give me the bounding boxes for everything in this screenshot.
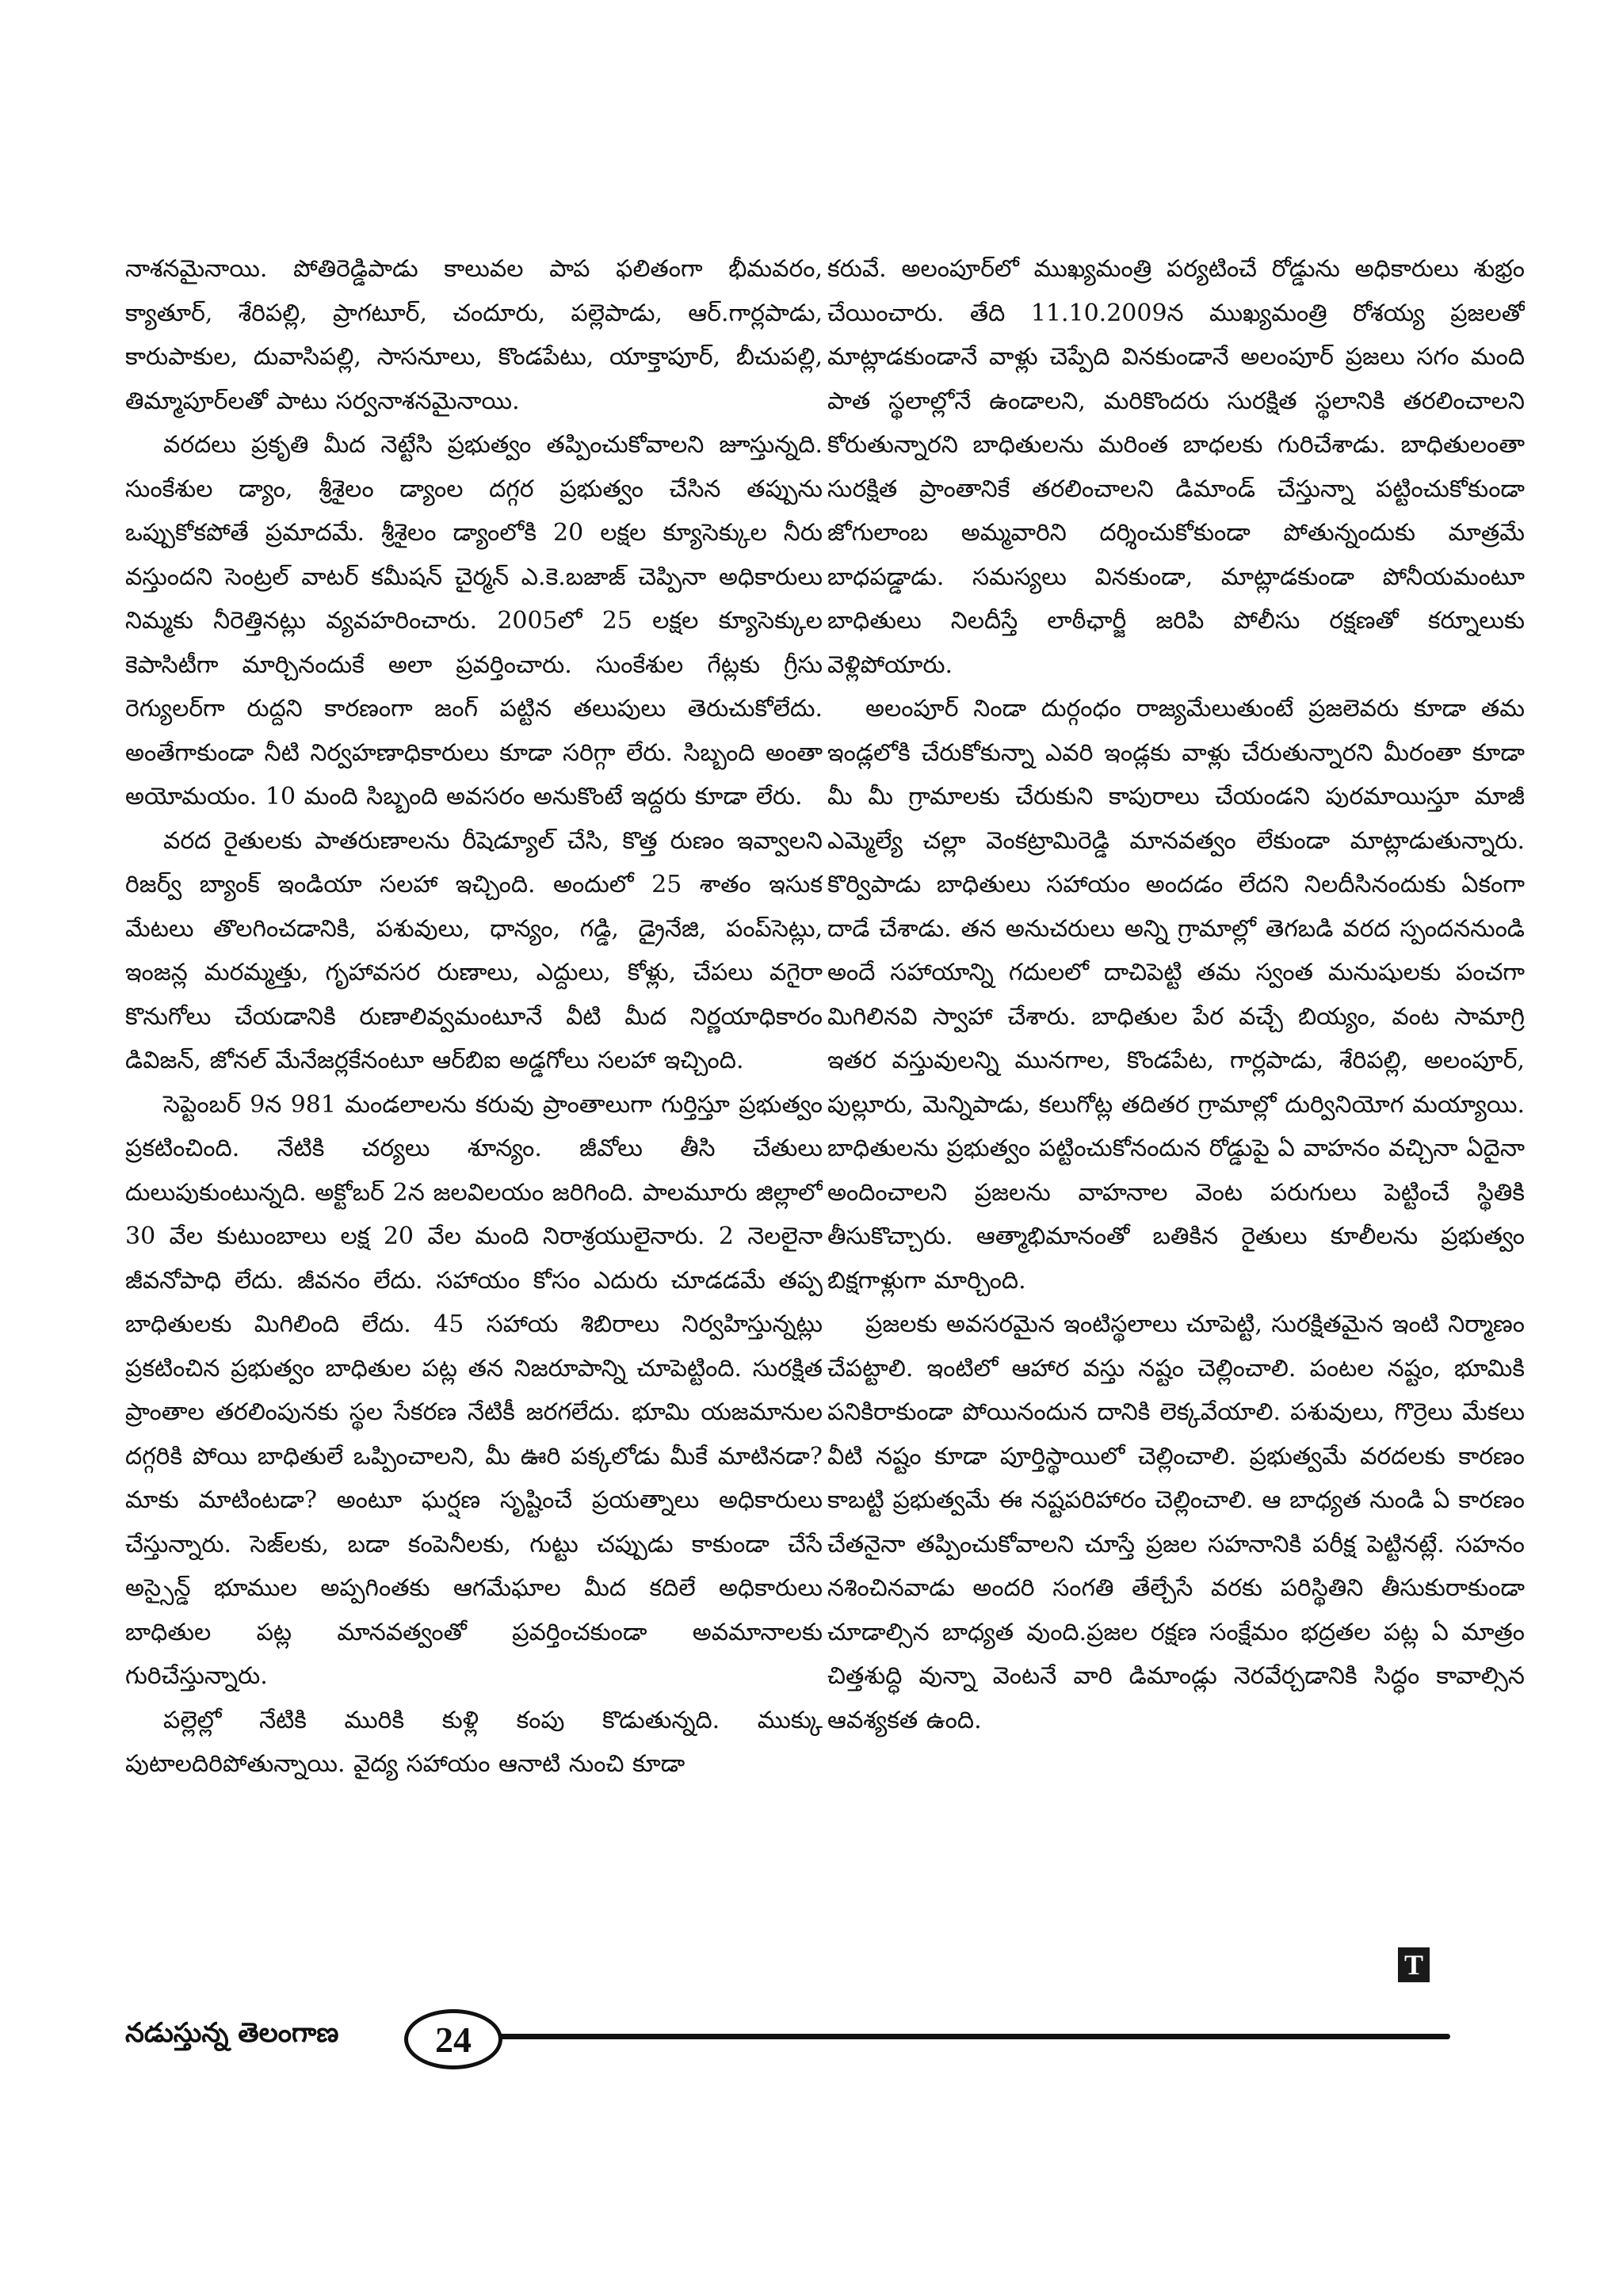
article-paragraph: అలంపూర్ నిండా దుర్గంధం రాజ్యమేలుతుంటే ప్రజలెవరు కూడా తమ ఇండ్లలోకి చేరుకోకున్నా ఎవరి ఇండ్లకు వాళ్లు చేరుతున్నారని మీరంతా కూడా మీ మీ గ్రామాలకు చేరుకుని కాపురాలు చేయండని పురమాయిస్తూ మాజీ ఎమ్మెల్యే చల్లా వెంకట్రామిరెడ్డి మానవత్వం లేకుండా మాట్లాడుతున్నారు. కొర్విపాడు బాధితులు సహాయం అందడం లేదని నిలదీసినందుకు ఏకంగా దాడే చేశాడు. తన అనుచరులు అన్ని గ్రామాల్లో తెగబడి వరద స్పందననుండి అందే సహాయాన్ని గదులలో దాచిపెట్టి తమ స్వంత మనుషులకు పంచగా మిగిలినవి స్వాహా చేశారు. బాధితుల పేర వచ్చే బియ్యం, వంట సామాగ్రి ఇతర వస్తువులన్ని మునగాల, కొండపేట, గార్లపాడు, శేరిపల్లి, అలంపూర్, పుల్లూరు, మెన్నిపాడు, కలుగోట్ల తదితర గ్రామాల్లో దుర్వినియోగ మయ్యాయి. బాధితులను ప్రభుత్వం పట్టించుకోనందున రోడ్డుపై ఏ వాహనం వచ్చినా ఏదైనా అందించాలని ప్రజలను వాహనాల వెంట పరుగులు పెట్టించే స్థితికి తీసుకొచ్చారు. ఆత్మాభిమానంతో బతికిన రైతులు కూలీలను ప్రభుత్వం బిక్షగాళ్లుగా మార్చింది. bbox=[827, 695, 1525, 1295]
article-column-left bbox=[125, 247, 823, 1943]
magazine-title: నడుస్తున్న తెలంగాణ bbox=[125, 2017, 339, 2049]
article-paragraph: కరువే. అలంపూర్‌లో ముఖ్యమంత్రి పర్యటించే రోడ్డును అధికారులు శుభ్రం చేయించారు. తేది 11.10.2009న ముఖ్యమంత్రి రోశయ్య ప్రజలతో మాట్లాడకుండానే వాళ్లు చెప్పేది వినకుండానే అలంపూర్ ప్రజలు సగం మంది పాత స్థలాల్లోనే ఉండాలని, మరికొందరు సురక్షిత స్థలానికి తరలించాలని కోరుతున్నారని బాధితులను మరింత బాధలకు గురిచేశాడు. బాధితులంతా సురక్షిత ప్రాంతానికే తరలించాలని డిమాండ్ చేస్తున్నా పట్టించుకోకుండా జోగులాంబ అమ్మవారిని దర్శించుకోకుండా పోతున్నందుకు మాత్రమే బాధపడ్డాడు. సమస్యలు వినకుండా, మాట్లాడకుండా పోనీయమంటూ బాధితులు నిలదీస్తే లాఠీఛార్జీ జరిపి పోలీసు రక్షణతో కర్నూలుకు వెళ్లిపోయారు. bbox=[827, 255, 1525, 679]
article-paragraph: వరద రైతులకు పాతరుణాలను రీషెడ్యూల్ చేసి, కొత్త రుణం ఇవ్వాలని రిజర్వ్ బ్యాంక్ ఇండియా సలహా ఇచ్చింది. అందులో 25 శాతం ఇసుక మేటలు తొలగించడానికి, పశువులు, ధాన్యం, గడ్డి, డ్రైనేజి, పంప్‌సెట్లు, ఇంజన్ల మరమ్మత్తు, గృహావసర రుణాలు, ఎద్దులు, కోళ్లు, చేపలు వగైరా కొనుగోలు చేయడానికి రుణాలివ్వమంటూనే వీటి మీద నిర్ణయాధికారం డివిజన్, జోనల్ మేనేజర్లకేనంటూ ఆర్‌బిఐ అడ్డగోలు సలహా ఇచ్చింది. bbox=[125, 826, 823, 1074]
article-paragraph: సెప్టెంబర్ 9న 981 మండలాలను కరువు ప్రాంతాలుగా గుర్తిస్తూ ప్రభుత్వం ప్రకటించింది. నేటికి చర్యలు శూన్యం. జీవోలు తీసి చేతులు దులుపుకుంటున్నది. అక్టోబర్ 2న జలవిలయం జరిగింది. పాలమూరు జిల్లాలో 30 వేల కుటుంబాలు లక్ష 20 వేల మంది నిరాశ్రయులైనారు. 2 నెలలైనా జీవనోపాధి లేదు. జీవనం లేదు. సహాయం కోసం ఎదురు చూడడమే తప్ప బాధితులకు మిగిలింది లేదు. 45 సహాయ శిబిరాలు నిర్వహిస్తున్నట్లు ప్రకటించిన ప్రభుత్వం బాధితుల పట్ల తన నిజరూపాన్ని చూపెట్టింది. సురక్షిత ప్రాంతాల తరలింపునకు స్థల సేకరణ నేటికీ జరగలేదు. భూమి యజమానుల దగ్గరికి పోయి బాధితులే ఒప్పించాలని, మీ ఊరి పక్కలోడు మీకే మాటినడా? మాకు మాటింటడా? అంటూ ఘర్షణ సృష్టించే ప్రయత్నాలు అధికారులు చేస్తున్నారు. సెజ్‌లకు, బడా కంపెనీలకు, గుట్టు చప్పుడు కాకుండా చేసే అస్సైన్డ్ భూముల అప్పగింతకు ఆగమేఘాల మీద కదిలే అధికారులు బాధితుల పట్ల మానవత్వంతో ప్రవర్తించకుండా అవమానాలకు గురిచేస్తున్నారు. bbox=[125, 1090, 823, 1690]
article-paragraph: వరదలు ప్రకృతి మీద నెట్టేసి ప్రభుత్వం తప్పించుకోవాలని జూస్తున్నది. సుంకేశుల డ్యాం, శ్రీశైలం డ్యాంల దగ్గర ప్రభుత్వం చేసిన తప్పును ఒప్పుకోకపోతే ప్రమాదమే. శ్రీశైలం డ్యాంలోకి 20 లక్షల క్యూసెక్కుల నీరు వస్తుందని సెంట్రల్ వాటర్ కమీషన్ చైర్మన్ ఎ.కె.బజాజ్ చెప్పినా అధికారులు నిమ్మకు నీరెత్తినట్లు వ్యవహరించారు. 2005లో 25 లక్షల క్యూసెక్కుల కెపాసిటీగా మార్చినందుకే అలా ప్రవర్తించారు. సుంకేశుల గేట్లకు గ్రీసు రెగ్యులర్‌గా రుద్దని కారణంగా జంగ్ పట్టిన తలుపులు తెరుచుకోలేదు. అంతేగాకుండా నీటి నిర్వహణాధికారులు కూడా సరిగ్గా లేరు. సిబ్బంది అంతా అయోమయం. 10 మంది సిబ్బంది అవసరం అనుకొంటే ఇద్దరు కూడా లేరు. bbox=[125, 431, 823, 810]
article-paragraph: ప్రజలకు అవసరమైన ఇంటిస్థలాలు చూపెట్టి, సురక్షితమైన ఇంటి నిర్మాణం చేపట్టాలి. ఇంటిలో ఆహార వస్తు నష్టం చెల్లించాలి. పంటల నష్టం, భూమికి పనికిరాకుండా పోయినందున దానికి లెక్కవేయాలి. పశువులు, గొర్రెలు మేకలు వీటి నష్టం కూడా పూర్తిస్థాయిలో చెల్లించాలి. ప్రభుత్వమే వరదలకు కారణం కాబట్టి ప్రభుత్వమే ఈ నష్టపరిహారం చెల్లించాలి. ఆ బాధ్యత నుండి ఏ కారణం చేతనైనా తప్పించుకోవాలని చూస్తే ప్రజల సహనానికి పరీక్ష పెట్టినట్లే. సహనం నశించినవాడు అందరి సంగతి తేల్చేసే వరకు పరిస్థితిని తీసుకురాకుండా చూడాల్సిన బాధ్యత వుంది.ప్రజల రక్షణ సంక్షేమం భద్రతల పట్ల ఏ మాత్రం చిత్తశుద్ధి వున్నా వెంటనే వారి డిమాండ్లు నెరవేర్చడానికి సిద్ధం కావాల్సిన ఆవశ్యకత ఉంది. bbox=[827, 1310, 1525, 1734]
page-number-badge bbox=[404, 2009, 502, 2069]
end-of-article-mark: T bbox=[1398, 1947, 1430, 1982]
article-paragraph: పల్లెల్లో నేటికి మురికి కుళ్లి కంపు కొడుతున్నది. ముక్కు పుటాలదిరిపోతున్నాయి. వైద్య సహాయం ఆనాటి నుంచి కూడా bbox=[125, 1706, 823, 1778]
article-paragraph: నాశనమైనాయి. పోతిరెడ్డిపాడు కాలువల పాప ఫలితంగా భీమవరం, క్యాతూర్, శేరిపల్లి, ప్రాగటూర్, చందూరు, పల్లెపాడు, ఆర్.గార్లపాడు, కారుపాకుల, దువాసిపల్లి, సాసనూలు, కొండపేటు, యాక్తాపూర్, బీచుపల్లి, తిమ్మాపూర్‌లతో పాటు సర్వనాశనమైనాయి. bbox=[125, 255, 823, 415]
page-number: 24 bbox=[435, 2019, 472, 2060]
article-column-right bbox=[827, 247, 1525, 1943]
footer-rule bbox=[498, 2034, 1450, 2039]
page-footer bbox=[125, 2009, 1450, 2073]
